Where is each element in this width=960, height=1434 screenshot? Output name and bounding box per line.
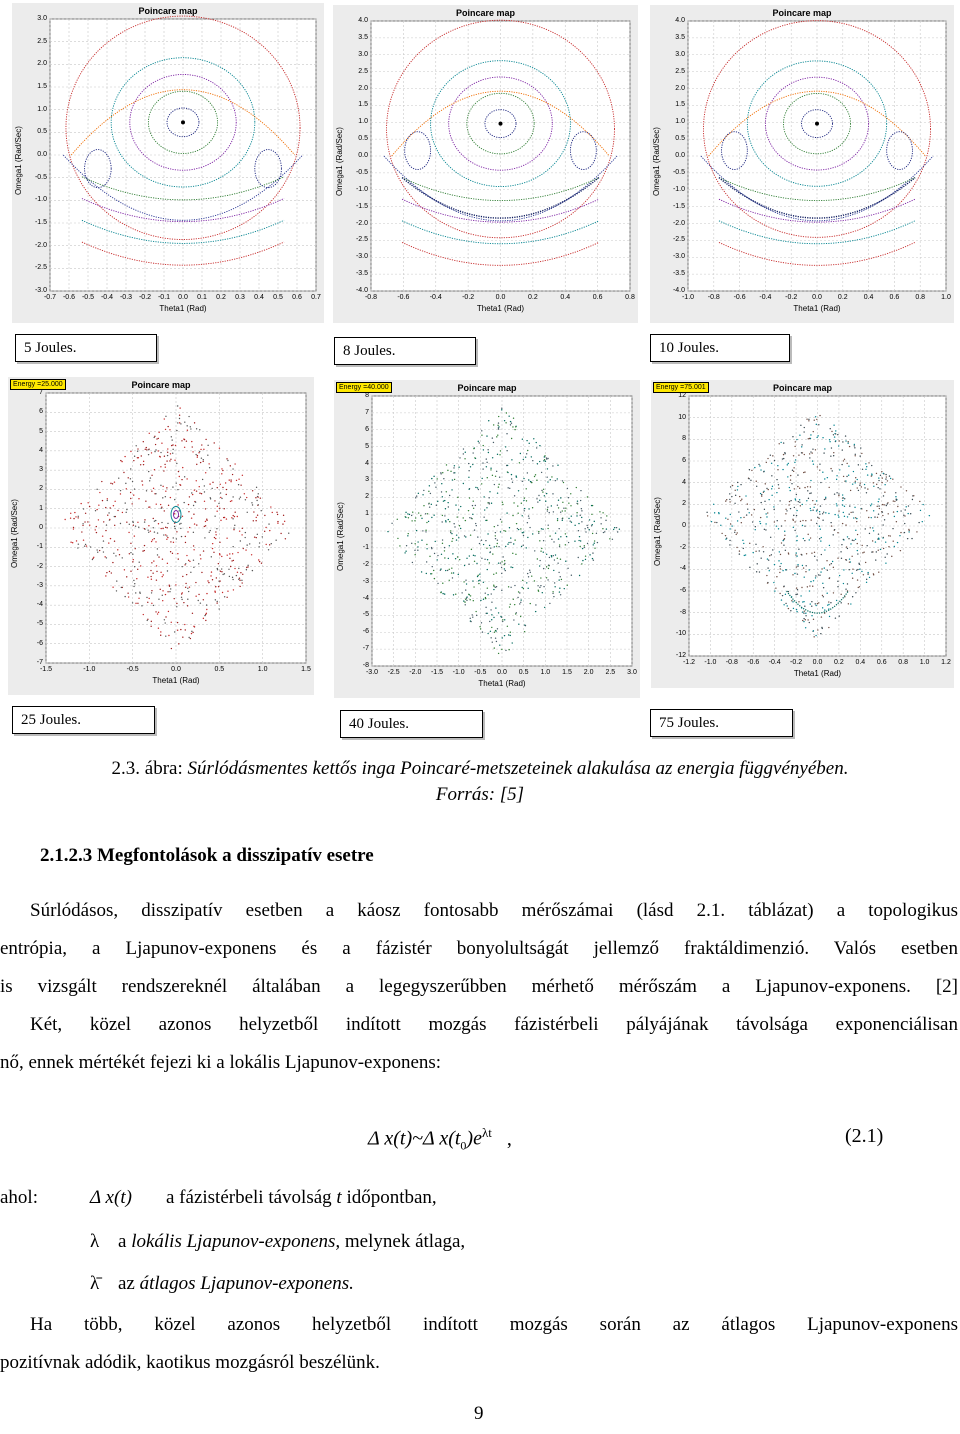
- x-tick-label: 0.5: [273, 294, 283, 301]
- x-tick-label: -0.4: [100, 294, 114, 301]
- x-tick-label: -1.0: [704, 659, 717, 666]
- x-tick-label: 0.6: [876, 659, 887, 666]
- paragraph-3-line-1: Ha több, közel azonos helyzetből indított mozgás során az átlagos Ljapunov-exponens: [30, 1314, 958, 1335]
- y-tick-label: 0.0: [358, 152, 368, 159]
- y-tick-label: 1: [39, 504, 43, 512]
- plot-area: [12, 3, 324, 323]
- y-tick-label: -3.0: [355, 253, 368, 261]
- y-tick-label: 1.0: [37, 105, 47, 113]
- x-tick-label: 3.0: [627, 669, 637, 676]
- y-tick-label: 0: [682, 522, 686, 529]
- paragraph-1-line-1: Súrlódásos, disszipatív esetben a káosz fontosabb mérőszámai (lásd 2.1. táblázat) a topologikus: [30, 900, 958, 921]
- x-tick-label: 0.5: [214, 666, 225, 673]
- x-tick-label: 0.6: [292, 294, 302, 301]
- plot-area: [650, 5, 954, 323]
- x-tick-label: -0.4: [759, 294, 772, 301]
- energy-label-box: 10 Joules.: [650, 334, 790, 362]
- y-tick-label: -4: [36, 601, 43, 609]
- y-tick-label: 2.5: [358, 67, 368, 75]
- y-tick-label: 1.5: [675, 101, 685, 109]
- equation-mid: )e: [466, 1127, 482, 1150]
- x-tick-label: -0.7: [43, 294, 57, 301]
- x-tick-label: 0.6: [889, 294, 900, 301]
- x-tick-label: 0.4: [855, 659, 866, 666]
- y-tick-label: -2: [679, 543, 686, 551]
- x-tick-label: 1.0: [257, 666, 268, 673]
- x-tick-label: 0.5: [518, 669, 529, 676]
- equation-exponent: λt: [481, 1125, 492, 1140]
- y-tick-label: -2.5: [355, 236, 368, 244]
- x-tick-label: 0.8: [625, 294, 635, 301]
- y-axis-label: Omega1 (Rad/Sec): [10, 499, 19, 568]
- plot-area: [8, 377, 314, 695]
- y-tick-label: 3: [39, 466, 43, 474]
- figure-caption-source: Forrás: [5]: [435, 784, 525, 805]
- figure-caption: [0, 756, 960, 808]
- y-tick-label: 3.0: [675, 50, 685, 58]
- x-tick-label: 0.2: [834, 659, 844, 666]
- y-tick-label: -1.5: [34, 219, 47, 226]
- paragraph-2-line-2: nő, ennek mértékét fejezi ki a lokális Ljapunov-exponens:: [0, 1052, 442, 1073]
- x-tick-label: -3.0: [365, 669, 379, 676]
- y-tick-label: 6: [682, 457, 686, 464]
- y-tick-label: -3.5: [672, 270, 685, 278]
- x-tick-label: 0.0: [178, 294, 188, 301]
- x-axis-label: Theta1 (Rad): [793, 669, 842, 678]
- y-tick-label: -2.5: [34, 264, 47, 272]
- y-tick-label: -1.0: [34, 196, 47, 204]
- energy-badge: Energy =25.000: [10, 379, 66, 390]
- poincare-panel-4: [8, 377, 314, 695]
- energy-label-box: 25 Joules.: [12, 706, 155, 734]
- y-tick-label: 4: [682, 478, 686, 486]
- x-tick-label: 0.8: [898, 659, 909, 666]
- y-tick-label: 4.0: [358, 17, 368, 24]
- energy-label-box: 8 Joules.: [334, 337, 476, 365]
- x-tick-label: 0.0: [497, 669, 507, 676]
- y-tick-label: -2: [362, 560, 369, 568]
- x-tick-label: -0.2: [138, 294, 152, 301]
- x-tick-label: -0.5: [474, 669, 487, 676]
- y-tick-label: 2.0: [358, 84, 368, 92]
- y-tick-label: -3.0: [672, 253, 685, 261]
- panel-title: Poincare map: [138, 6, 198, 16]
- x-axis-label: Theta1 (Rad): [478, 679, 526, 688]
- x-tick-label: -0.2: [790, 659, 803, 666]
- definition-symbol: λ̄: [90, 1273, 100, 1294]
- paragraph-1-line-2: entrópia, a Ljapunov-exponens és a fázistér bonyolultságát jellemző fraktáldimenzió. Valós esetben: [0, 938, 958, 959]
- y-tick-label: -1.0: [355, 185, 368, 193]
- y-tick-label: 1.5: [37, 83, 47, 90]
- equation-lhs: Δ x(t)~Δ x(t: [368, 1127, 461, 1150]
- x-tick-label: -0.8: [364, 294, 378, 301]
- x-tick-label: -0.6: [747, 659, 760, 666]
- y-tick-label: 1.5: [358, 101, 368, 109]
- y-tick-label: -2: [36, 562, 43, 570]
- x-tick-label: 1.2: [941, 659, 951, 666]
- panel-title: Poincare map: [457, 383, 517, 393]
- y-tick-label: -1: [36, 543, 43, 551]
- x-tick-label: -0.4: [768, 659, 781, 666]
- y-tick-label: -0.5: [672, 168, 685, 176]
- x-tick-label: -0.4: [429, 294, 442, 301]
- y-tick-label: -4: [362, 594, 369, 602]
- y-tick-label: 3.5: [675, 33, 685, 41]
- y-tick-label: -8: [679, 608, 686, 616]
- x-tick-label: 0.2: [837, 294, 848, 301]
- x-axis-label: Theta1 (Rad): [793, 304, 841, 313]
- y-axis-label: Omega1 (Rad/Sec): [336, 502, 345, 571]
- x-tick-label: -0.8: [725, 659, 738, 666]
- x-tick-label: -0.2: [462, 294, 475, 301]
- panel-title: Poincare map: [131, 380, 191, 390]
- definition-text: a fázistérbeli távolság t időpontban,: [166, 1187, 437, 1208]
- y-tick-label: 4.0: [675, 17, 685, 24]
- y-tick-label: 7: [365, 408, 369, 416]
- y-axis-label: Omega1 (Rad/Sec): [652, 127, 661, 196]
- y-tick-label: 2.0: [675, 84, 685, 92]
- x-tick-label: 0.1: [197, 294, 207, 301]
- paragraph-1: [0, 892, 958, 1006]
- y-tick-label: -1.5: [672, 202, 685, 210]
- poincare-panel-1: [12, 3, 324, 323]
- y-tick-label: -8: [362, 662, 369, 669]
- y-tick-label: 2.5: [37, 37, 47, 45]
- definition-symbol: Δ x(t): [90, 1187, 132, 1208]
- y-tick-label: 0: [365, 527, 369, 534]
- paragraph-2: [0, 1006, 958, 1082]
- y-tick-label: -1: [362, 543, 369, 551]
- y-tick-label: -7: [362, 645, 369, 653]
- y-tick-label: 3.5: [358, 33, 368, 41]
- x-tick-label: 1.5: [301, 666, 311, 673]
- figure-caption-title: Súrlódásmentes kettős inga Poincaré-metszeteinek alakulása az energia függvényében.: [187, 758, 849, 779]
- x-tick-label: -1.5: [430, 669, 444, 676]
- y-tick-label: 6: [39, 408, 43, 416]
- y-tick-label: 3: [365, 476, 369, 484]
- y-tick-label: -6: [362, 628, 369, 636]
- y-tick-label: 8: [682, 435, 686, 443]
- energy-label-box: 5 Joules.: [15, 334, 157, 362]
- y-tick-label: -3: [36, 581, 43, 589]
- equation-comma: ,: [506, 1127, 512, 1150]
- poincare-panel-2: [333, 5, 638, 323]
- paragraph-3: [0, 1306, 958, 1382]
- x-tick-label: 2.5: [605, 669, 616, 676]
- x-axis-label: Theta1 (Rad): [152, 676, 200, 685]
- definition-text: a lokális Ljapunov-exponens, melynek átlaga,: [118, 1231, 466, 1252]
- equation-2-1: [368, 1125, 512, 1154]
- y-tick-label: -2.0: [34, 241, 47, 249]
- y-tick-label: 3.0: [37, 15, 47, 22]
- y-axis-label: Omega1 (Rad/Sec): [653, 497, 662, 566]
- equation-number: (2.1): [845, 1125, 884, 1147]
- y-tick-label: -4.0: [672, 287, 685, 294]
- x-tick-label: 0.8: [915, 294, 926, 301]
- y-tick-label: 10: [678, 413, 686, 421]
- x-tick-label: -1.0: [452, 669, 465, 676]
- y-tick-label: 5: [39, 427, 43, 435]
- energy-label-box: 75 Joules.: [650, 709, 793, 737]
- x-axis-label: Theta1 (Rad): [159, 304, 207, 313]
- x-tick-label: -1.5: [39, 666, 53, 673]
- y-axis-label: Omega1 (Rad/Sec): [335, 127, 344, 196]
- x-tick-label: 0.2: [216, 294, 226, 301]
- y-tick-label: 0.0: [675, 152, 685, 159]
- x-tick-label: 0.4: [560, 294, 571, 301]
- y-tick-label: 2.5: [675, 67, 685, 75]
- y-tick-label: 3.0: [358, 50, 368, 58]
- poincare-panel-5: [334, 380, 640, 698]
- y-tick-label: 4: [365, 459, 369, 467]
- y-tick-label: -4.0: [355, 287, 368, 294]
- y-tick-label: -10: [675, 630, 686, 638]
- x-tick-label: 0.0: [171, 666, 181, 673]
- x-tick-label: 0.4: [863, 294, 874, 301]
- y-tick-label: 7: [39, 389, 43, 396]
- energy-badge: Energy =75.001: [653, 382, 709, 393]
- x-tick-label: -2.0: [409, 669, 422, 676]
- x-tick-label: 1.0: [540, 669, 551, 676]
- x-tick-label: 2.0: [583, 669, 594, 676]
- definition-symbol: λ: [90, 1231, 100, 1252]
- y-tick-label: 5: [365, 442, 369, 450]
- definitions-label: ahol:: [0, 1187, 38, 1208]
- y-tick-label: -0.5: [34, 173, 47, 181]
- y-tick-label: -5: [362, 611, 369, 619]
- y-tick-label: -6: [36, 639, 43, 647]
- definition-text: az átlagos Ljapunov-exponens.: [118, 1273, 354, 1294]
- energy-label-box: 40 Joules.: [340, 710, 483, 738]
- poincare-panel-3: [650, 5, 954, 323]
- x-tick-label: -0.5: [81, 294, 95, 301]
- x-tick-label: 0.3: [235, 294, 245, 301]
- y-tick-label: -3: [362, 577, 369, 585]
- x-tick-label: -0.1: [157, 294, 171, 301]
- y-tick-label: -5: [36, 620, 43, 628]
- y-tick-label: 2: [39, 485, 43, 493]
- x-tick-label: -0.6: [397, 294, 410, 301]
- x-tick-label: -1.0: [83, 666, 96, 673]
- y-tick-label: 2: [682, 500, 686, 508]
- paragraph-1-line-3: is vizsgált rendszereknél általában a legegyszerűbben mérhető mérőszám a Ljapunov-exponens. [2]: [0, 976, 958, 997]
- x-tick-label: 1.0: [941, 294, 951, 301]
- y-tick-label: -3.5: [355, 270, 368, 278]
- x-tick-label: -0.6: [733, 294, 746, 301]
- y-tick-label: 1.0: [358, 118, 368, 126]
- equation-subscript: 0: [460, 1138, 467, 1153]
- y-tick-label: 0.5: [37, 128, 47, 136]
- x-axis-label: Theta1 (Rad): [476, 304, 525, 313]
- x-tick-label: -0.5: [126, 666, 139, 673]
- y-tick-label: 8: [365, 392, 369, 399]
- y-tick-label: 0.5: [675, 135, 685, 143]
- section-heading: 2.1.2.3 Megfontolások a disszipatív esetre: [40, 845, 374, 866]
- x-tick-label: -0.2: [785, 294, 798, 301]
- y-tick-label: -2.5: [672, 236, 685, 244]
- y-tick-label: -3.0: [34, 287, 47, 294]
- x-tick-label: 0.0: [812, 294, 822, 301]
- x-tick-label: 0.6: [592, 294, 603, 301]
- y-tick-label: 0.5: [358, 135, 368, 143]
- plot-area: [333, 5, 638, 323]
- x-tick-label: -0.3: [119, 294, 133, 301]
- y-tick-label: 1: [365, 510, 369, 518]
- y-tick-label: -6: [679, 587, 686, 594]
- paragraph-2-line-1: Két, közel azonos helyzetből indított mozgás fázistérbeli pályájának távolsága exponenciálisan: [30, 1014, 958, 1035]
- y-tick-label: -12: [675, 652, 686, 659]
- y-tick-label: 1.0: [675, 118, 685, 126]
- energy-badge: Energy =40.000: [336, 382, 392, 393]
- y-tick-label: -0.5: [355, 168, 368, 176]
- paragraph-3-line-2: pozitívnak adódik, kaotikus mozgásról beszélünk.: [0, 1352, 380, 1373]
- x-tick-label: -0.8: [707, 294, 720, 301]
- page-number: 9: [474, 1403, 484, 1424]
- plot-area: [334, 380, 640, 698]
- plot-area: [651, 380, 954, 688]
- x-tick-label: 1.0: [919, 659, 930, 666]
- x-tick-label: -1.2: [682, 659, 696, 666]
- x-tick-label: 0.4: [254, 294, 264, 301]
- x-tick-label: -2.5: [387, 669, 400, 676]
- y-axis-label: Omega1 (Rad/Sec): [14, 126, 23, 195]
- x-tick-label: 0.0: [495, 294, 506, 301]
- y-tick-label: -7: [36, 659, 43, 666]
- y-tick-label: 6: [365, 425, 369, 433]
- x-tick-label: 0.7: [311, 294, 321, 301]
- y-tick-label: 2.0: [37, 60, 47, 68]
- y-tick-label: 4: [39, 446, 43, 454]
- x-tick-label: 0.2: [528, 294, 538, 301]
- panel-title: Poincare map: [772, 8, 832, 18]
- y-tick-label: 0.0: [37, 151, 47, 158]
- y-tick-label: 2: [365, 493, 369, 501]
- figure-caption-prefix: 2.3. ábra:: [111, 758, 188, 779]
- y-tick-label: 12: [678, 392, 686, 399]
- y-tick-label: -2.0: [672, 219, 685, 227]
- x-tick-label: 0.0: [812, 659, 823, 666]
- y-tick-label: 0: [39, 524, 43, 531]
- y-tick-label: -2.0: [355, 219, 368, 227]
- y-tick-label: -4: [679, 565, 686, 573]
- x-tick-label: -0.6: [62, 294, 76, 301]
- y-tick-label: -1.5: [355, 202, 368, 210]
- panel-title: Poincare map: [455, 8, 516, 18]
- x-tick-label: 1.5: [562, 669, 572, 676]
- y-tick-label: -1.0: [672, 185, 685, 193]
- panel-title: Poincare map: [772, 383, 833, 393]
- x-tick-label: -1.0: [681, 294, 695, 301]
- poincare-panel-6: [651, 380, 954, 688]
